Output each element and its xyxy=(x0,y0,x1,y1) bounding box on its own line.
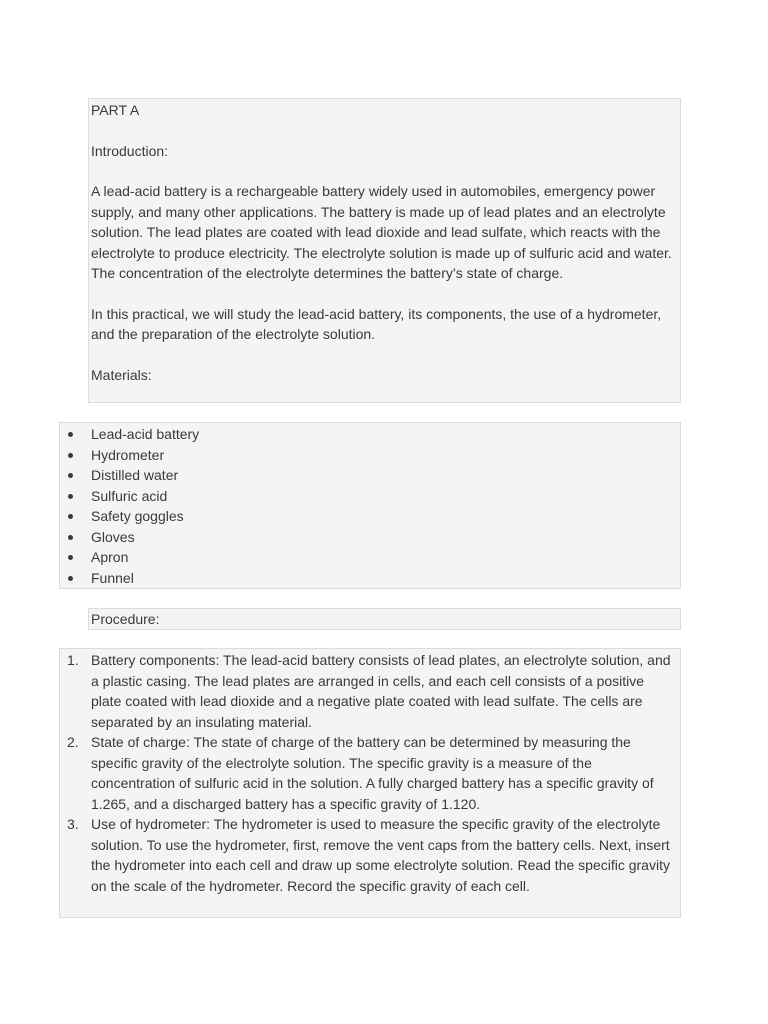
step-text: State of charge: The state of charge of the battery can be determined by measuring the specific gravity of the electrolyte solution. The specific gravity is a measure of the concentration of sulfuric acid in the solution. A fully charged battery has a specific gravity of 1.265, and a discharged battery has a specific gravity of 1.120. xyxy=(91,734,654,812)
step-number: 2. xyxy=(67,734,79,750)
bullet-icon xyxy=(68,494,73,499)
material-label: Funnel xyxy=(91,569,134,586)
bullet-icon xyxy=(68,555,73,560)
material-label: Lead-acid battery xyxy=(91,426,200,442)
step-text: Battery components: The lead-acid battery consists of lead plates, an electrolyte solution, and a plastic casing. The lead plates are arranged in cells, and each cell consists of a positive plate coated with lead dioxide and a negative plate coated with lead sulfate. The cells are separated by an insulating material. xyxy=(91,652,671,730)
list-item xyxy=(60,547,672,568)
bullet-icon xyxy=(68,535,73,540)
materials-heading: Materials: xyxy=(91,366,152,383)
introduction-paragraph: A lead-acid battery is a rechargeable battery widely used in automobiles, emergency power supply, and many other applications. The battery is made up of lead plates and an electrolyte solution. The lead plates are coated with lead dioxide and lead sulfate, which reacts with the electrolyte to produce electricity. The electrolyte solution is made up of sulfuric acid and water. The concentration of the electrolyte determines the battery’s state of charge. xyxy=(91,183,672,281)
material-label: Safety goggles xyxy=(91,508,184,524)
materials-list-section xyxy=(59,422,681,589)
procedure-steps-list xyxy=(60,650,676,896)
list-item xyxy=(60,650,676,732)
material-label: Gloves xyxy=(91,528,135,545)
list-item xyxy=(60,424,672,445)
bullet-icon xyxy=(68,432,73,437)
spacer xyxy=(91,345,672,365)
list-item xyxy=(60,527,672,548)
procedure-heading-section xyxy=(88,608,681,630)
material-label: Hydrometer xyxy=(91,446,165,463)
material-label: Distilled water xyxy=(91,467,179,483)
list-item xyxy=(60,732,676,814)
spacer xyxy=(91,284,672,304)
introduction-paragraph: In this practical, we will study the lead-acid battery, its components, the use of a hydrometer, and the preparation of the electrolyte solution. xyxy=(91,305,662,342)
list-item xyxy=(60,445,672,466)
introduction-section xyxy=(88,98,681,403)
procedure-heading: Procedure: xyxy=(91,611,160,627)
bullet-icon xyxy=(68,473,73,478)
material-label: Sulfuric acid xyxy=(91,487,168,504)
procedure-steps-section xyxy=(59,648,681,918)
step-text: Use of hydrometer: The hydrometer is used to measure the specific gravity of the electrolyte solution. To use the hydrometer, first, remove the vent caps from the battery cells. Next, insert the hydrometer into each cell and draw up some electrolyte solution. Read the specific gravity on the scale of the hydrometer. Record the specific gravity of each cell. xyxy=(91,816,670,894)
introduction-heading: Introduction: xyxy=(91,142,169,159)
list-item xyxy=(60,814,676,896)
materials-list xyxy=(60,424,672,588)
bullet-icon xyxy=(68,453,73,458)
material-label: Apron xyxy=(91,549,129,565)
list-item xyxy=(60,506,672,527)
bullet-icon xyxy=(68,576,73,581)
list-item xyxy=(60,465,672,486)
spacer xyxy=(91,121,672,141)
list-item xyxy=(60,568,672,589)
step-number: 3. xyxy=(67,816,79,832)
list-item xyxy=(60,486,672,507)
bullet-icon xyxy=(68,514,73,519)
part-title: PART A xyxy=(91,102,140,118)
spacer xyxy=(91,161,672,181)
step-number: 1. xyxy=(67,652,79,668)
